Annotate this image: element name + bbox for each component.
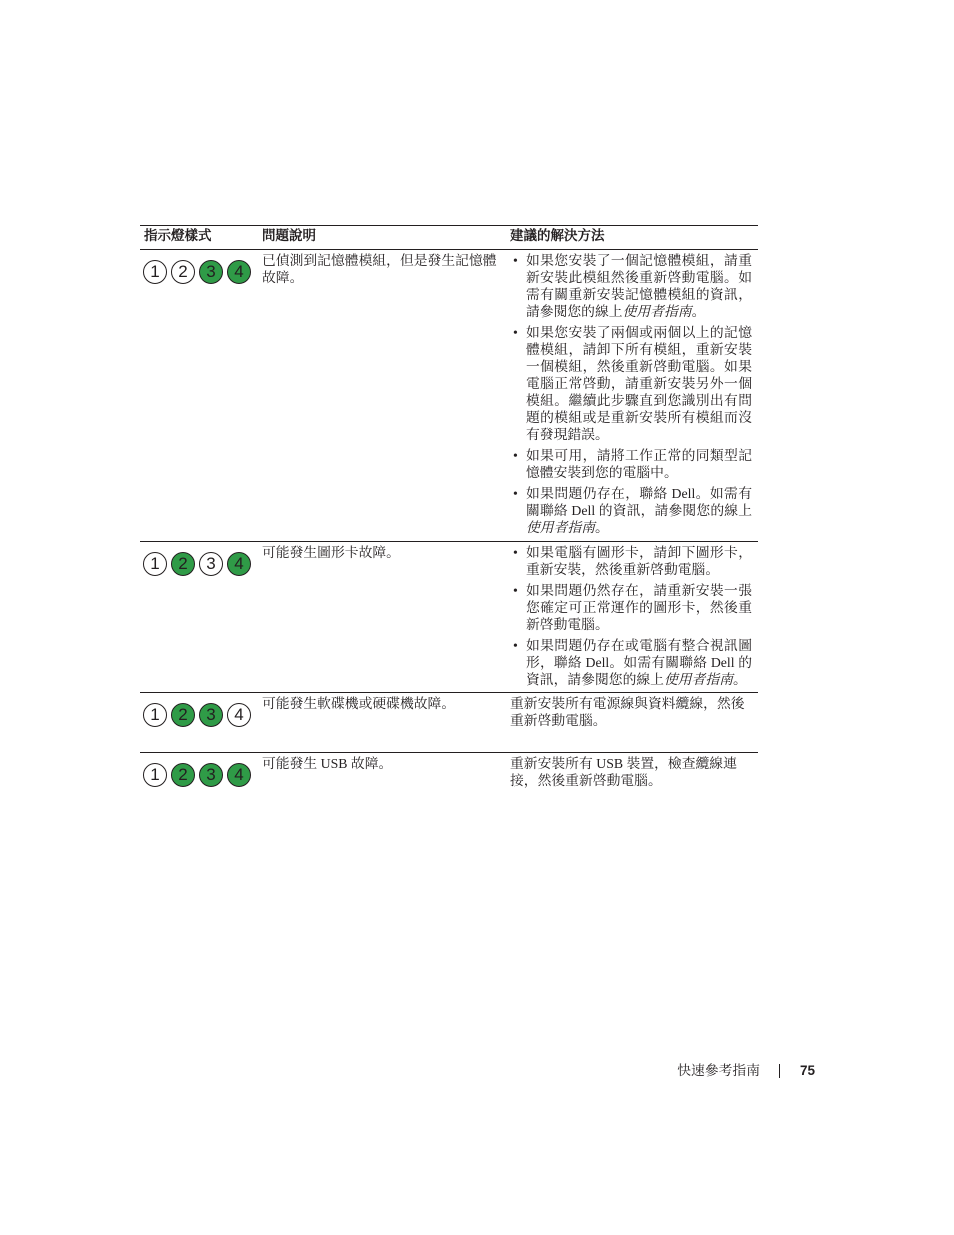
resolution-item: [510, 544, 752, 578]
resolution-text-end: 。: [691, 304, 706, 319]
resolution-text: 如果可用，請將工作正常的同類型記憶體安裝到您的電腦中。: [526, 448, 752, 480]
diagnostic-light-2: 2: [171, 703, 195, 727]
light-pattern-cell: [140, 755, 258, 789]
resolution-list: [510, 252, 758, 536]
user-guide-title: 使用者指南: [663, 672, 733, 687]
table-header-row: [140, 225, 758, 250]
diagnostic-lights: [143, 763, 258, 787]
diagnostic-lights: [143, 260, 258, 284]
footer-separator: [779, 1064, 780, 1078]
problem-description: 已偵測到記憶體模組，但是發生記憶體故障。: [262, 253, 497, 285]
problem-description: 可能發生 USB 故障。: [262, 756, 393, 771]
diagnostic-light-1: 1: [143, 260, 167, 284]
resolution-text: 如果問題仍存在或電腦有整合視訊圖形，聯絡 Dell。如需有關聯絡 Dell 的資訊，請參閱您的線上: [526, 638, 752, 687]
light-pattern-cell: [140, 544, 258, 688]
resolution-item: [510, 324, 752, 443]
resolution-text: 如果電腦有圖形卡，請卸下圖形卡，重新安裝，然後重新啓動電腦。: [526, 545, 752, 577]
table-row: [140, 250, 758, 542]
diagnostic-light-1: 1: [143, 703, 167, 727]
suggested-resolution-cell: [506, 252, 758, 536]
resolution-text-end: 。: [594, 520, 609, 535]
problem-description: 可能發生軟碟機或硬碟機故障。: [262, 696, 456, 711]
resolution-list: [510, 544, 758, 688]
resolution-text-end: 。: [732, 672, 747, 687]
resolution-item: [510, 252, 752, 320]
diagnostic-light-2: 2: [171, 763, 195, 787]
resolution-text: 如果問題仍然存在，請重新安裝一張您確定可正常運作的圖形卡，然後重新啓動電腦。: [526, 583, 752, 632]
resolution-text: 重新安裝所有 USB 裝置，檢查纜線連接，然後重新啓動電腦。: [510, 756, 737, 788]
resolution-item: [510, 485, 752, 536]
resolution-item: [510, 447, 752, 481]
footer-guide-title: 快速參考指南: [677, 1063, 760, 1078]
header-light-pattern: 指示燈樣式: [144, 228, 212, 243]
diagnostic-lights-table: [140, 225, 758, 793]
diagnostic-light-4: 4: [227, 703, 251, 727]
resolution-item: [510, 582, 752, 633]
suggested-resolution-cell: [506, 695, 758, 752]
diagnostic-light-3: 3: [199, 552, 223, 576]
table-row: [140, 693, 758, 753]
page-number: 75: [800, 1063, 816, 1078]
header-suggested-resolution: 建議的解決方法: [510, 228, 605, 243]
problem-description: 可能發生圖形卡故障。: [262, 545, 400, 560]
resolution-text: 如果您安裝了兩個或兩個以上的記憶體模組，請卸下所有模組，重新安裝一個模組，然後重新啓動電腦。如果電腦正常啓動，請重新安裝另外一個模組。繼續此步驟直到您識別出有問題的模組或是重新安裝所有模組而沒有發現錯誤。: [526, 325, 752, 442]
diagnostic-lights: [143, 552, 258, 576]
diagnostic-light-1: 1: [143, 552, 167, 576]
diagnostic-light-4: 4: [227, 260, 251, 284]
user-guide-title: 使用者指南: [622, 304, 692, 319]
light-pattern-cell: [140, 695, 258, 752]
suggested-resolution-cell: [506, 544, 758, 688]
user-guide-title: 使用者指南: [526, 520, 595, 535]
resolution-item: [510, 637, 752, 688]
resolution-text: 如果問題仍存在，聯絡 Dell。如需有關聯絡 Dell 的資訊，請參閱您的線上: [526, 486, 752, 518]
table-row: [140, 542, 758, 693]
diagnostic-light-3: 3: [199, 703, 223, 727]
resolution-text: 如果您安裝了一個記憶體模組，請重新安裝此模組然後重新啓動電腦。如需有關重新安裝記憶體模組的資訊，請參閱您的線上: [526, 253, 752, 319]
diagnostic-light-3: 3: [199, 763, 223, 787]
table-row: [140, 753, 758, 793]
diagnostic-light-4: 4: [227, 552, 251, 576]
diagnostic-light-4: 4: [227, 763, 251, 787]
diagnostic-light-1: 1: [143, 763, 167, 787]
diagnostic-light-2: 2: [171, 552, 195, 576]
diagnostic-light-3: 3: [199, 260, 223, 284]
header-problem-description: 問題說明: [262, 228, 316, 243]
light-pattern-cell: [140, 252, 258, 536]
suggested-resolution-cell: [506, 755, 758, 789]
resolution-text: 重新安裝所有電源線與資料纜線，然後重新啓動電腦。: [510, 696, 745, 728]
diagnostic-lights: [143, 703, 258, 727]
diagnostic-light-2: 2: [171, 260, 195, 284]
